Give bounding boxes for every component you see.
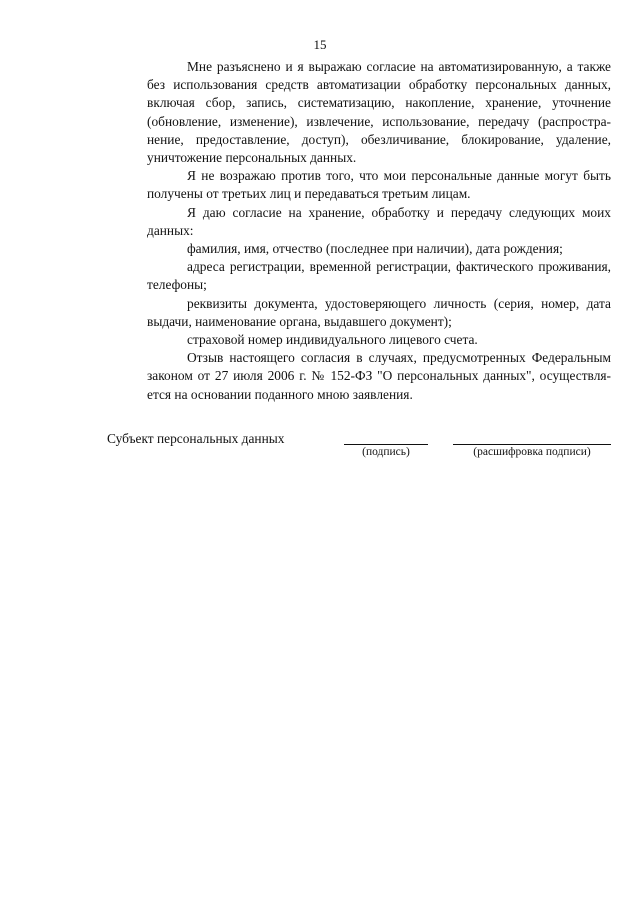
text-line: данных: bbox=[147, 222, 194, 238]
paragraph-consent-withdrawal bbox=[107, 349, 611, 404]
text-line: (обновление, изменение), извлечение, использование, передачу (распростра- bbox=[147, 113, 611, 129]
list-item-insurance-number bbox=[107, 331, 611, 349]
paragraph-third-parties bbox=[107, 167, 611, 203]
text-line: страховой номер индивидуального лицевого счета. bbox=[187, 332, 478, 348]
text-line: фамилия, имя, отчество (последнее при наличии), дата рождения; bbox=[187, 241, 563, 257]
text-line: получены от третьих лиц и передаваться третьим лицам. bbox=[147, 186, 471, 202]
list-item-name-birthdate bbox=[107, 240, 611, 258]
text-line: телефоны; bbox=[147, 277, 207, 293]
list-item-identity-document bbox=[107, 295, 611, 331]
list-item-addresses bbox=[107, 258, 611, 294]
page-number: 15 bbox=[313, 37, 327, 52]
text-line: уничтожение персональных данных. bbox=[147, 150, 357, 166]
text-line: включая сбор, запись, систематизацию, накопление, хранение, уточнение bbox=[147, 95, 611, 111]
text-line: реквизиты документа, удостоверяющего личность (серия, номер, дата bbox=[187, 295, 611, 311]
text-line: Я не возражаю против того, что мои персональные данные могут быть bbox=[187, 168, 611, 184]
text-line: Я даю согласие на хранение, обработку и передачу следующих моих bbox=[187, 204, 611, 220]
text-line: без использования средств автоматизации обработку персональных данных, bbox=[147, 77, 611, 93]
text-line: Мне разъяснено и я выражаю согласие на автоматизированную, а также bbox=[187, 59, 611, 74]
text-line: Отзыв настоящего согласия в случаях, предусмотренных Федеральным bbox=[187, 350, 611, 366]
consent-text bbox=[107, 58, 611, 404]
text-line: ется на основании поданного мною заявления. bbox=[147, 386, 413, 402]
signature-block bbox=[107, 430, 611, 470]
paragraph-consent-processing bbox=[107, 58, 611, 167]
signature-decode-caption: (расшифровка подписи) bbox=[473, 446, 591, 458]
text-line: адреса регистрации, временной регистрации, фактического проживания, bbox=[187, 259, 611, 275]
signature-caption: (подпись) bbox=[362, 446, 410, 458]
paragraph-data-list-intro bbox=[107, 204, 611, 240]
text-line: нение, предоставление, доступ), обезличивание, блокирование, удаление, bbox=[147, 131, 611, 147]
text-line: выдачи, наименование органа, выдавшего документ); bbox=[147, 313, 452, 329]
signature-subject-label: Субъект персональных данных bbox=[107, 431, 285, 446]
text-line: законом от 27 июля 2006 г. № 152-ФЗ "О персональных данных", осуществля- bbox=[147, 368, 611, 384]
